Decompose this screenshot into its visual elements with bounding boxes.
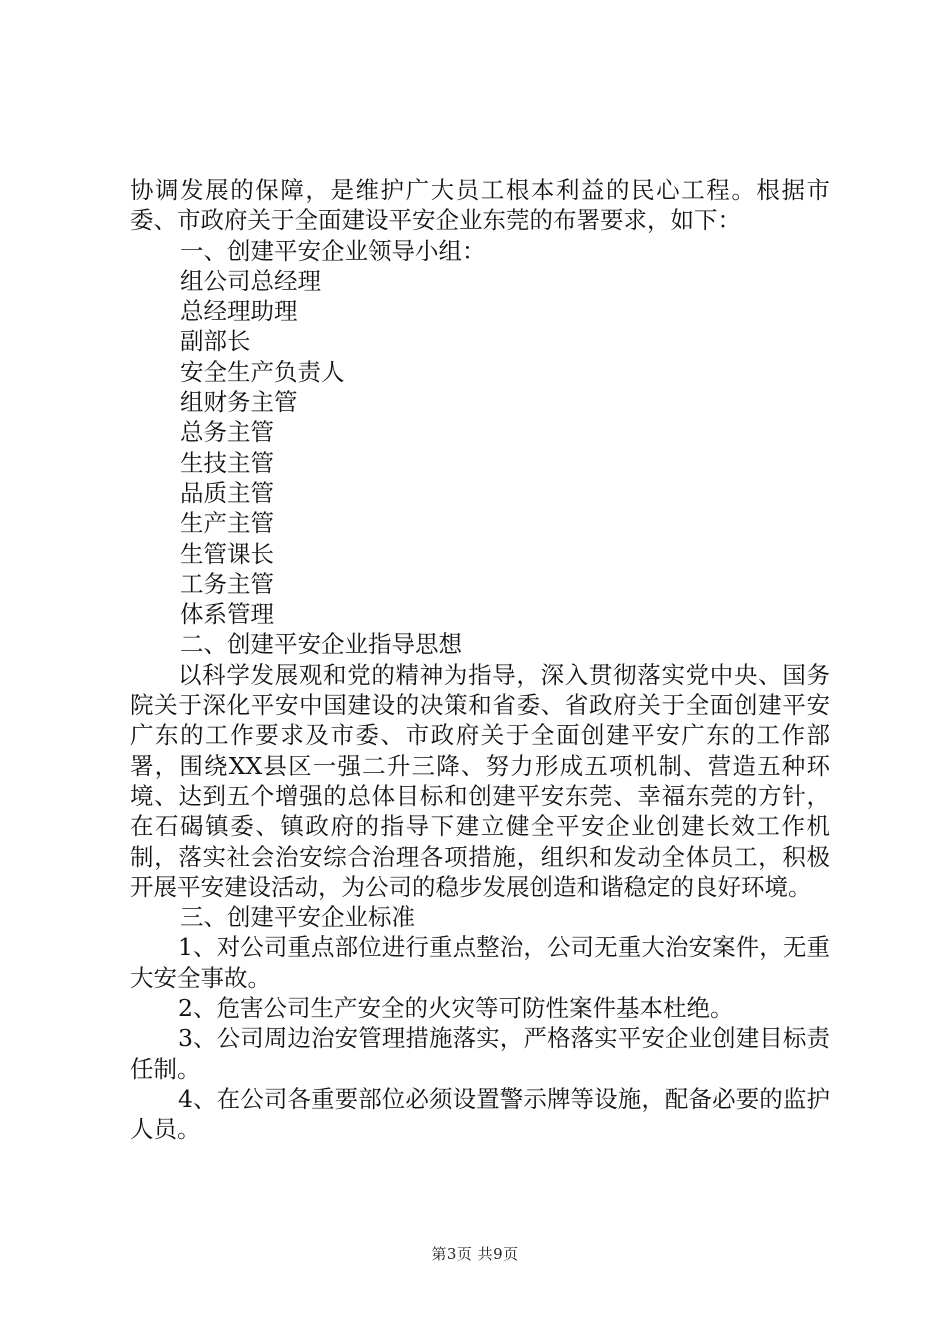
standard-item: 1、对公司重点部位进行重点整治，公司无重大治安案件，无重大安全事故。 (130, 933, 830, 992)
section-heading-guiding-ideology: 二、创建平安企业指导思想 (180, 630, 462, 659)
section-heading-leadership: 一、创建平安企业领导小组： (180, 236, 486, 265)
page-number-footer: 第3页 共9页 (431, 1245, 519, 1263)
leader-role-item: 体系管理 (180, 600, 274, 629)
leader-role-item: 生产主管 (180, 509, 274, 538)
standard-item: 2、危害公司生产安全的火灾等可防性案件基本杜绝。 (178, 994, 734, 1023)
standard-item: 4、在公司各重要部位必须设置警示牌等设施，配备必要的监护人员。 (130, 1084, 830, 1144)
leader-role-item: 副部长 (180, 327, 251, 356)
document-body (130, 175, 830, 1145)
leader-role-item: 总务主管 (180, 418, 274, 447)
leader-role-item: 生技主管 (180, 448, 274, 477)
leader-role-item: 组公司总经理 (180, 266, 321, 295)
leader-role-item: 生管课长 (180, 539, 274, 568)
standard-item: 3、公司周边治安管理措施落实，严格落实平安企业创建目标责任制。 (130, 1024, 830, 1083)
leader-role-item: 安全生产负责人 (180, 357, 345, 386)
leader-role-item: 工务主管 (180, 569, 274, 598)
leader-role-item: 总经理助理 (180, 297, 298, 326)
leader-role-item: 品质主管 (180, 478, 274, 507)
guiding-ideology-paragraph: 以科学发展观和党的精神为指导，深入贯彻落实党中央、国务院关于深化平安中国建设的决策和省委、省政府关于全面创建平安广东的工作要求及市委、市政府关于全面创建平安广东的工作部署，围绕XX县区一强二升三降、努力形成五项机制、营造五种环境、达到五个增强的总体目标和创建平安东莞、幸福东莞的方针，在石碣镇委、镇政府的指导下建立健全平安企业创建长效工作机制，落实社会治安综合治理各项措施，组织和发动全体员工，积极开展平安建设活动，为公司的稳步发展创造和谐稳定的良好环境。 (130, 660, 830, 901)
intro-paragraph: 协调发展的保障，是维护广大员工根本利益的民心工程。根据市委、市政府关于全面建设平安企业东莞的布署要求，如下： (130, 176, 830, 235)
leader-role-item: 组财务主管 (180, 388, 298, 417)
section-heading-standards: 三、创建平安企业标准 (180, 903, 415, 932)
